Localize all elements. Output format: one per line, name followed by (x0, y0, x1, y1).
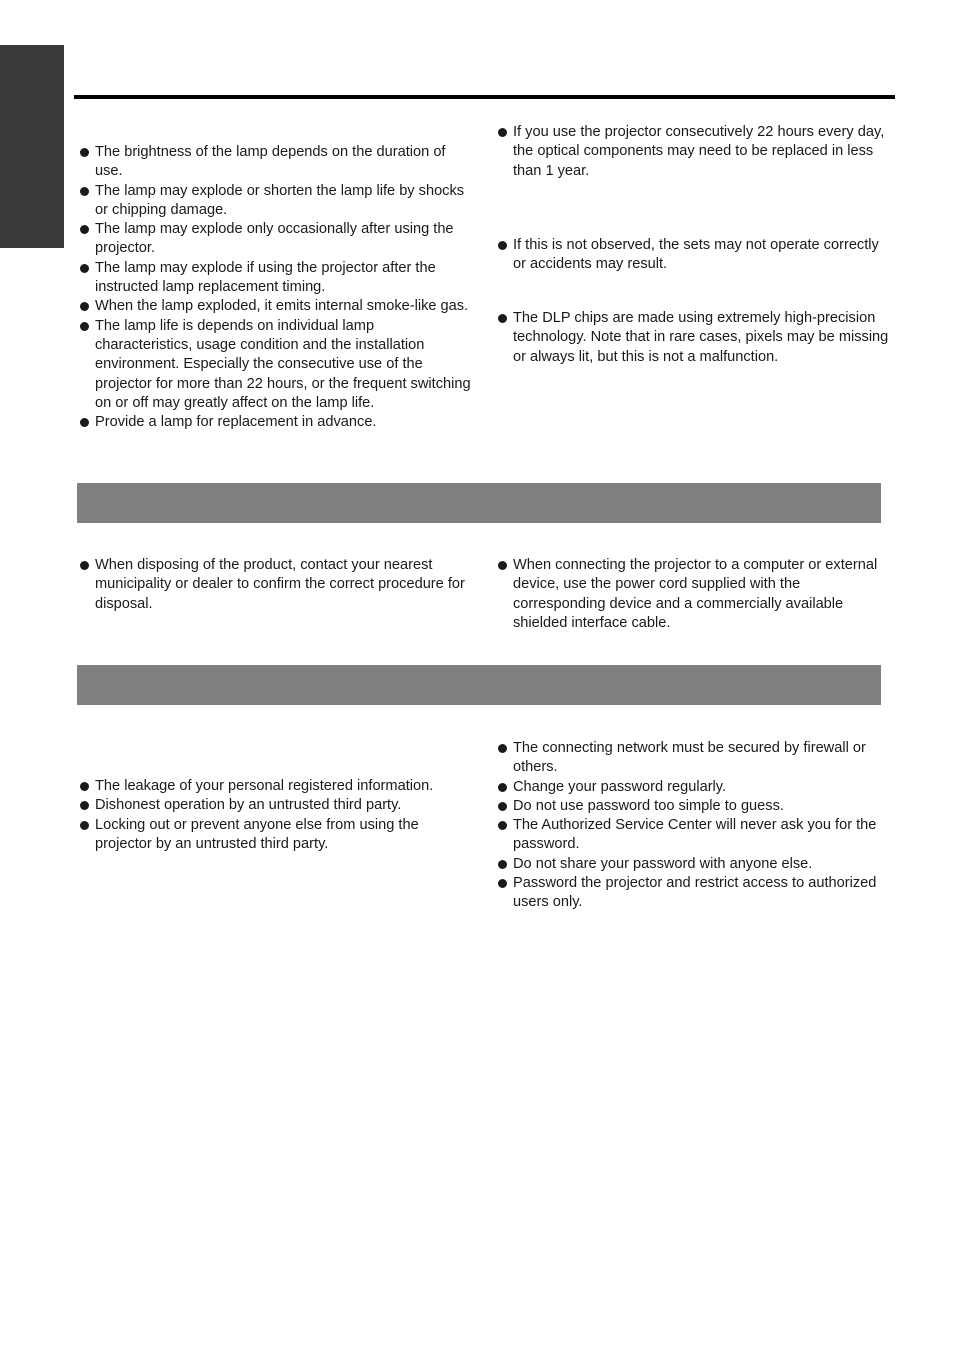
list-item (80, 220, 475, 259)
bullet-icon (498, 783, 507, 792)
list-item (80, 413, 475, 432)
bullet-icon (498, 241, 507, 250)
top-rule (74, 95, 895, 99)
bullet-icon (80, 418, 89, 427)
list-item (498, 123, 893, 181)
list-item (498, 874, 893, 913)
list-item-text: If you use the projector consecutively 22 hours every day, the optical components may need to be replaced in less than 1 year. (513, 124, 885, 179)
list-item (498, 309, 893, 367)
bullet-icon (80, 782, 89, 791)
list-item-text: The Authorized Service Center will never ask you for the password. (513, 817, 877, 853)
optical-notes-list (498, 123, 893, 181)
list-item-text: The lamp may explode if using the projector after the instructed lamp replacement timing. (95, 259, 436, 296)
list-item (80, 182, 475, 221)
list-item (498, 816, 893, 855)
list-item-text: The leakage of your personal registered information. (95, 778, 434, 794)
list-item-text: Password the projector and restrict access to authorized users only. (513, 875, 877, 911)
list-item-text: Do not use password too simple to guess. (513, 797, 784, 814)
security-risks-list (80, 777, 475, 854)
list-item-text: The lamp may explode only occasionally after using the projector. (95, 221, 454, 257)
list-item (80, 297, 475, 316)
bullet-icon (80, 561, 89, 570)
list-item (498, 778, 893, 797)
bullet-icon (80, 821, 89, 830)
section-header-band (77, 665, 881, 705)
bullet-icon (498, 821, 507, 830)
list-item (498, 556, 893, 633)
section-header-band (77, 483, 881, 523)
list-item (498, 739, 893, 778)
disposal-notes-list (80, 556, 475, 614)
list-item (80, 777, 475, 796)
bullet-icon (498, 314, 507, 323)
list-item (80, 317, 475, 413)
list-item-text: Provide a lamp for replacement in advance. (95, 414, 377, 431)
list-item-text: When the lamp exploded, it emits internal smoke-like gas. (95, 298, 469, 315)
bullet-icon (80, 302, 89, 311)
list-item-text: Change your password regularly. (513, 778, 727, 795)
operation-notes-list (498, 236, 893, 275)
bullet-icon (498, 802, 507, 811)
list-item (80, 556, 475, 614)
bullet-icon (80, 187, 89, 196)
list-item-text: When disposing of the product, contact your nearest municipality or dealer to confirm the correct procedure for disposal. (95, 557, 465, 612)
side-tab (0, 45, 64, 248)
bullet-icon (498, 860, 507, 869)
list-item (80, 796, 475, 815)
bullet-icon (498, 561, 507, 570)
dlp-notes-list (498, 309, 893, 367)
bullet-icon (80, 801, 89, 810)
bullet-icon (498, 128, 507, 137)
list-item-text: The lamp may explode or shorten the lamp life by shocks or chipping damage. (95, 182, 465, 218)
list-item-text: If this is not observed, the sets may not operate correctly or accidents may result. (513, 237, 879, 273)
bullet-icon (80, 264, 89, 273)
bullet-icon (80, 322, 89, 331)
list-item (498, 236, 893, 275)
list-item (80, 816, 475, 855)
bullet-icon (80, 225, 89, 234)
list-item-text: Locking out or prevent anyone else from using the projector by an untrusted third party. (95, 816, 419, 852)
lamp-notes-list (80, 143, 475, 432)
list-item-text: Do not share your password with anyone else. (513, 855, 813, 872)
list-item-text: The lamp life is depends on individual lamp characteristics, usage condition and the installation environment. Especially the consecutive use of the projector for more than 22 hours, or the frequent switching on or off may greatly affect on the lamp life. (95, 317, 471, 411)
list-item-text: Dishonest operation by an untrusted third party. (95, 797, 402, 814)
list-item (498, 855, 893, 874)
list-item-text: The DLP chips are made using extremely high-precision technology. Note that in rare cases, pixels may be missing or always lit, but this is not a malfunction. (513, 310, 889, 365)
bullet-icon (498, 744, 507, 753)
bullet-icon (498, 879, 507, 888)
connection-notes-list (498, 556, 893, 633)
list-item-text: The connecting network must be secured by firewall or others. (513, 740, 866, 776)
list-item (80, 259, 475, 298)
security-measures-list (498, 739, 893, 913)
list-item (80, 143, 475, 182)
bullet-icon (80, 148, 89, 157)
list-item (498, 797, 893, 816)
list-item-text: When connecting the projector to a computer or external device, use the power cord supplied with the corresponding device and a commercially available shielded interface cable. (513, 557, 878, 631)
list-item-text: The brightness of the lamp depends on the duration of use. (95, 144, 446, 180)
